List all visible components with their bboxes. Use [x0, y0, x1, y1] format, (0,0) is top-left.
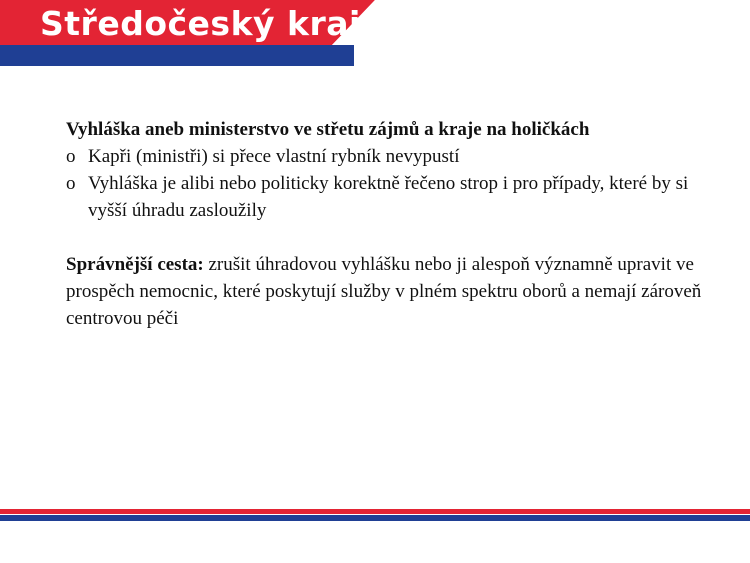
brand-title: Středočeský kraj — [40, 4, 361, 43]
bullet-item — [66, 170, 706, 224]
footer-stripes — [0, 509, 750, 521]
slide-heading: Vyhláška aneb ministerstvo ve střetu zájmů a kraje na holičkách — [66, 119, 590, 140]
spacer — [66, 224, 706, 251]
header-banner — [0, 0, 380, 70]
footer-stripe-blue — [0, 515, 750, 521]
bullet-text: Kapři (ministři) si přece vlastní rybník nevypustí — [88, 146, 460, 167]
conclusion-paragraph — [66, 251, 706, 332]
slide-content — [66, 116, 706, 332]
paragraph-text: zrušit úhradovou vyhlášku nebo ji alespoň významně upravit ve prospěch nemocnic, které poskytují služby v plném spektru oborů a nemají zároveň centrovou péči — [66, 254, 702, 329]
paragraph-label: Správnější cesta: — [66, 254, 204, 275]
bullet-marker: o — [66, 146, 76, 167]
bullet-text: Vyhláška je alibi nebo politicky korektně řečeno strop i pro případy, které by si vyšší úhradu zasloužily — [88, 173, 689, 221]
bullet-marker: o — [66, 173, 76, 194]
bullet-item — [66, 143, 706, 170]
bullet-list — [66, 143, 706, 224]
